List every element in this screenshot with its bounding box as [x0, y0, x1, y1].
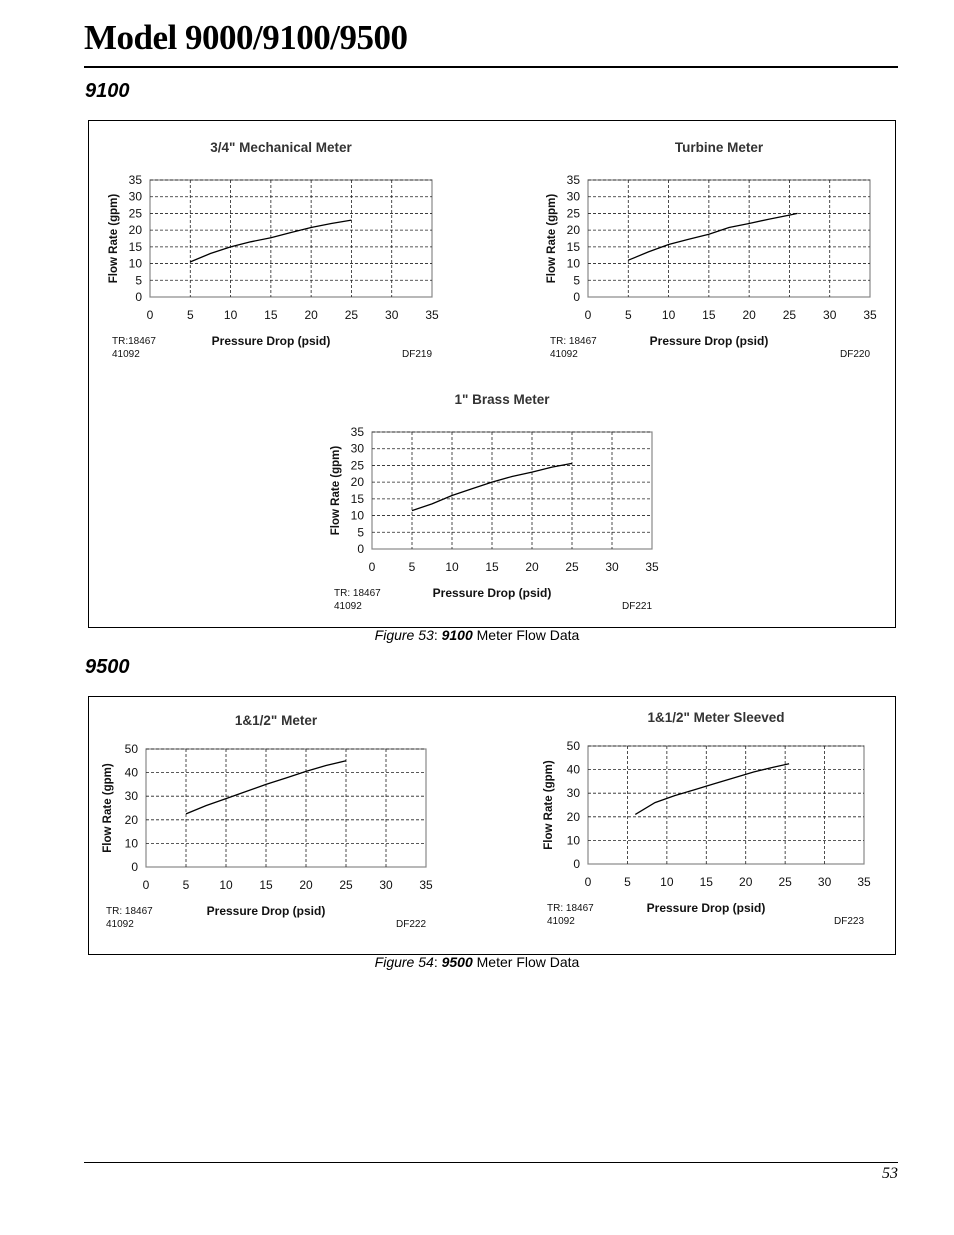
x-tick-label: 15 [259, 878, 273, 892]
y-tick-label: 30 [124, 789, 138, 804]
page-title: Model 9000/9100/9500 [84, 18, 408, 57]
y-axis-label: Flow Rate (gpm) [546, 193, 558, 284]
y-tick-label: 35 [566, 173, 580, 187]
part-number: 41092 [547, 916, 575, 927]
x-tick-label: 35 [425, 308, 439, 322]
chart-title: Turbine Meter [674, 140, 764, 155]
x-axis-label: Pressure Drop (psid) [432, 586, 552, 600]
y-tick-label: 35 [350, 425, 364, 439]
y-tick-label: 40 [566, 762, 580, 777]
x-tick-label: 0 [584, 875, 592, 889]
x-tick-label: 10 [445, 560, 459, 574]
y-axis-label: Flow Rate (gpm) [102, 763, 114, 853]
title-rule [84, 66, 898, 68]
y-tick-label: 0 [131, 860, 138, 874]
figure-text: Meter Flow Data [472, 954, 580, 970]
y-tick-label: 0 [573, 290, 580, 304]
chart-svg [535, 700, 880, 930]
y-tick-label: 10 [566, 256, 580, 271]
y-tick-label: 15 [128, 239, 142, 254]
x-tick-label: 15 [264, 308, 278, 322]
y-axis-label: Flow Rate (gpm) [330, 445, 342, 536]
x-axis-label: Pressure Drop (psid) [206, 904, 326, 918]
tr-note: TR: 18467 [106, 906, 153, 917]
y-tick-label: 0 [357, 542, 364, 556]
drawing-id: DF220 [839, 349, 870, 360]
y-tick-label: 30 [350, 441, 364, 456]
chart-1-5-meter [94, 703, 439, 933]
x-tick-label: 25 [565, 560, 579, 574]
x-tick-label: 15 [702, 308, 716, 322]
y-tick-label: 30 [566, 189, 580, 204]
x-axis-label: Pressure Drop (psid) [649, 334, 769, 348]
part-number: 41092 [106, 919, 134, 930]
x-tick-label: 35 [419, 878, 433, 892]
y-tick-label: 20 [350, 475, 364, 490]
y-tick-label: 10 [128, 256, 142, 271]
page-number: 53 [882, 1165, 898, 1182]
x-tick-label: 30 [823, 308, 837, 322]
x-tick-label: 20 [525, 560, 539, 574]
y-tick-label: 20 [124, 812, 138, 827]
footer-rule [84, 1162, 898, 1163]
y-tick-label: 25 [566, 206, 580, 221]
x-tick-label: 5 [624, 308, 632, 322]
chart-title: 1" Brass Meter [454, 392, 550, 407]
y-tick-label: 5 [573, 273, 580, 288]
x-tick-label: 15 [485, 560, 499, 574]
x-tick-label: 25 [339, 878, 353, 892]
x-tick-label: 10 [219, 878, 233, 892]
x-tick-label: 30 [605, 560, 619, 574]
y-tick-label: 25 [128, 206, 142, 221]
drawing-id: DF223 [833, 916, 864, 927]
x-tick-label: 30 [817, 875, 832, 889]
drawing-id: DF222 [395, 919, 426, 930]
y-tick-label: 15 [566, 239, 580, 254]
figure-54-caption [0, 954, 954, 970]
x-tick-label: 20 [304, 308, 318, 322]
part-number: 41092 [112, 349, 140, 360]
chart-brass-meter [322, 382, 667, 612]
tr-note: TR: 18467 [334, 588, 381, 599]
figure-53-caption [0, 627, 954, 643]
figure-label: Figure 53 [374, 627, 434, 643]
chart-mechanical-meter [100, 130, 445, 360]
chart-title: 3/4" Mechanical Meter [210, 140, 352, 155]
plot-area [372, 432, 652, 549]
y-tick-label: 5 [135, 273, 142, 288]
x-tick-label: 30 [385, 308, 399, 322]
y-tick-label: 10 [124, 836, 138, 851]
y-tick-label: 0 [573, 857, 580, 871]
x-tick-label: 5 [624, 875, 631, 889]
x-tick-label: 25 [344, 308, 359, 322]
y-tick-label: 5 [357, 525, 364, 540]
x-tick-label: 10 [223, 308, 238, 322]
part-number: 41092 [334, 601, 362, 612]
x-tick-label: 20 [739, 875, 753, 889]
x-tick-label: 5 [182, 878, 190, 892]
plot-area [588, 746, 864, 864]
chart-svg [100, 130, 445, 360]
x-tick-label: 25 [782, 308, 797, 322]
x-tick-label: 35 [863, 308, 877, 322]
tr-note: TR: 18467 [547, 903, 594, 914]
x-tick-label: 35 [645, 560, 659, 574]
y-tick-label: 10 [566, 833, 580, 848]
plot-area [588, 180, 870, 297]
y-tick-label: 25 [350, 458, 364, 473]
figure-sep: : [433, 954, 442, 970]
chart-svg [94, 703, 439, 933]
chart-turbine-meter [538, 130, 883, 360]
y-tick-label: 50 [124, 742, 138, 756]
chart-title: 1&1/2" Meter Sleeved [647, 710, 785, 725]
figure-text: Meter Flow Data [472, 627, 580, 643]
y-tick-label: 50 [566, 739, 580, 753]
y-tick-label: 30 [566, 786, 580, 801]
section-heading-9500: 9500 [85, 656, 130, 678]
chart-svg [538, 130, 883, 360]
figure-label: Figure 54 [374, 954, 434, 970]
x-axis-label: Pressure Drop (psid) [211, 334, 331, 348]
x-tick-label: 20 [299, 878, 313, 892]
x-tick-label: 15 [699, 875, 713, 889]
x-tick-label: 30 [379, 878, 393, 892]
x-tick-label: 35 [857, 875, 871, 889]
y-tick-label: 35 [128, 173, 142, 187]
y-tick-label: 10 [350, 508, 364, 523]
section-heading-9100: 9100 [85, 80, 130, 102]
chart-1-5-meter-sleeved [535, 700, 880, 930]
x-tick-label: 0 [142, 878, 150, 892]
drawing-id: DF219 [401, 349, 432, 360]
plot-area [146, 749, 426, 867]
plot-area [150, 180, 432, 297]
x-tick-label: 0 [368, 560, 376, 574]
figure-model: 9500 [441, 954, 473, 970]
y-tick-label: 20 [566, 223, 580, 238]
x-tick-label: 5 [408, 560, 416, 574]
x-tick-label: 10 [660, 875, 674, 889]
y-tick-label: 40 [124, 765, 138, 780]
y-tick-label: 0 [135, 290, 142, 304]
y-tick-label: 20 [128, 223, 142, 238]
x-tick-label: 10 [661, 308, 676, 322]
y-axis-label: Flow Rate (gpm) [543, 760, 555, 850]
x-tick-label: 20 [742, 308, 756, 322]
tr-note: TR: 18467 [550, 336, 597, 347]
figure-sep: : [433, 627, 442, 643]
tr-note: TR:18467 [112, 336, 156, 347]
x-axis-label: Pressure Drop (psid) [646, 901, 766, 915]
figure-model: 9100 [441, 627, 473, 643]
y-tick-label: 20 [566, 809, 580, 824]
chart-svg [322, 382, 667, 612]
x-tick-label: 25 [778, 875, 792, 889]
y-tick-label: 30 [128, 189, 142, 204]
part-number: 41092 [550, 349, 578, 360]
x-tick-label: 0 [146, 308, 154, 322]
x-tick-label: 5 [186, 308, 194, 322]
y-tick-label: 15 [350, 491, 364, 506]
drawing-id: DF221 [621, 601, 652, 612]
y-axis-label: Flow Rate (gpm) [108, 193, 120, 284]
x-tick-label: 0 [584, 308, 592, 322]
chart-title: 1&1/2" Meter [234, 713, 318, 728]
